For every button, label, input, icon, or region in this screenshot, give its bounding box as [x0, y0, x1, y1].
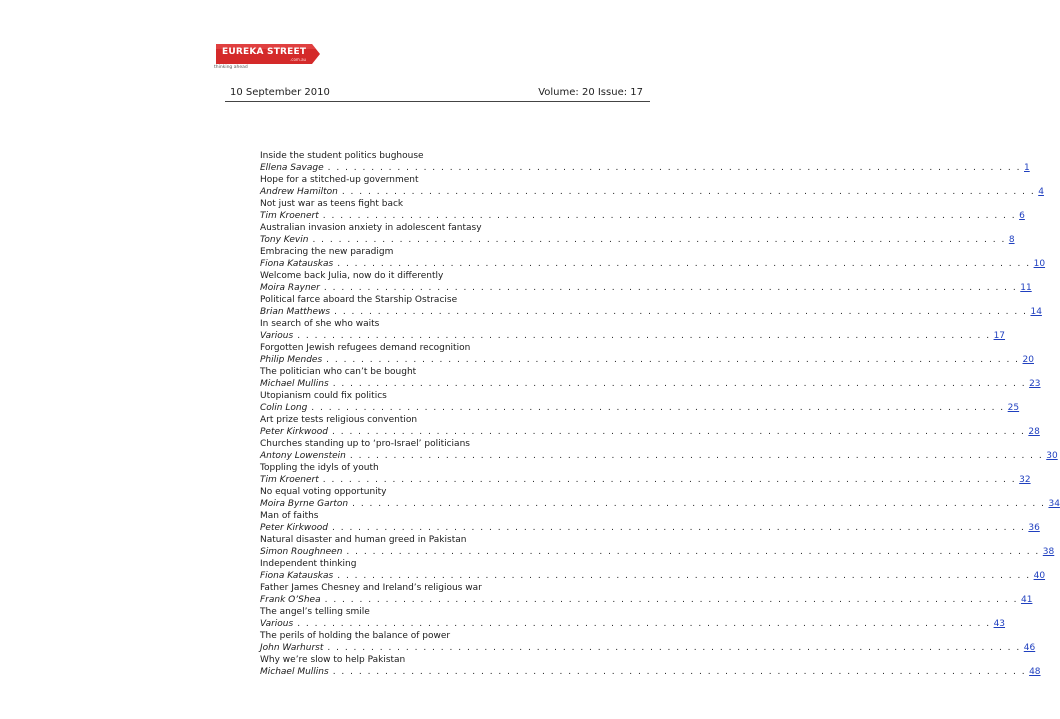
toc-page-link[interactable]: 43 — [993, 619, 1006, 629]
toc-entry — [260, 366, 1041, 390]
toc-entry — [260, 510, 1040, 534]
toc-dot-leader: . . . . . . . . . . . . . . . . . . . . . . . . . . . . . . . . . . . . . . . . . . . . . . . . . . . . . . . . . . . . . . . . . . . . . . . . . . . . . . . . — [322, 475, 1017, 485]
toc-page-link[interactable]: 41 — [1020, 595, 1033, 605]
toc-entry — [260, 318, 1006, 342]
toc-dot-leader: . . . . . . . . . . . . . . . . . . . . . . . . . . . . . . . . . . . . . . . . . . . . . . . . . . . . . . . . . . . . . . . . . . . . . . . . . . . . . . . . — [323, 283, 1018, 293]
toc-author-row — [260, 594, 1033, 606]
toc-author-row — [260, 546, 1055, 558]
toc-article-author: Frank O’Shea — [260, 595, 321, 605]
toc-article-author: Moira Byrne Garton — [260, 499, 349, 509]
toc-dot-leader: . . . . . . . . . . . . . . . . . . . . . . . . . . . . . . . . . . . . . . . . . . . . . . . . . . . . . . . . . . . . . . . . . . . . . . . . . . . . . . . . — [334, 307, 1028, 317]
toc-entry — [260, 246, 1046, 270]
toc-entry — [260, 342, 1034, 366]
toc-author-row — [260, 234, 1015, 246]
toc-entry — [260, 270, 1032, 294]
toc-article-title: The angel’s telling smile — [260, 607, 370, 617]
toc-article-author: Andrew Hamilton — [260, 187, 338, 197]
toc-article-author: Tim Kroenert — [260, 211, 319, 221]
toc-dot-leader: . . . . . . . . . . . . . . . . . . . . . . . . . . . . . . . . . . . . . . . . . . . . . . . . . . . . . . . . . . . . . . . . . . . . . . . . . . . . . . . . — [349, 451, 1044, 461]
toc-entry — [260, 486, 1060, 510]
toc-article-author: Various — [260, 619, 294, 629]
toc-author-row — [260, 378, 1041, 390]
toc-article-author: Michael Mullins — [260, 379, 329, 389]
toc-page-link[interactable]: 20 — [1022, 355, 1034, 365]
toc-page-link[interactable]: 10 — [1033, 259, 1046, 269]
toc-dot-leader: . . . . . . . . . . . . . . . . . . . . . . . . . . . . . . . . . . . . . . . . . . . . . . . . . . . . . . . . . . . . . . . . . . . . . . . . . . . . . . . . — [346, 547, 1040, 557]
toc-page-link[interactable]: 48 — [1029, 667, 1041, 677]
toc-article-title: In search of she who waits — [260, 319, 380, 329]
toc-article-title: Why we’re slow to help Pakistan — [260, 655, 406, 665]
toc-page-link[interactable]: 38 — [1042, 547, 1055, 557]
toc-article-title: The politician who can’t be bought — [260, 367, 417, 377]
toc-page-link[interactable]: 25 — [1007, 403, 1020, 413]
toc-dot-leader: . . . . . . . . . . . . . . . . . . . . . . . . . . . . . . . . . . . . . . . . . . . . . . . . . . . . . . . . . . . . . . . . . . . . . . . . . . . . . . . . — [297, 619, 991, 629]
toc-article-title: Australian invasion anxiety in adolescent fantasy — [260, 223, 482, 233]
toc-entry — [260, 390, 1020, 414]
toc-article-title: Hope for a stitched-up government — [260, 175, 419, 185]
toc-author-row — [260, 258, 1046, 270]
toc-author-row — [260, 570, 1046, 582]
toc-page-link[interactable]: 28 — [1028, 427, 1040, 437]
toc-article-title: Churches standing up to ‘pro-Israel’ politicians — [260, 439, 470, 449]
logo-domain: .com.au — [290, 57, 307, 62]
toc-article-author: Fiona Katauskas — [260, 571, 334, 581]
issue-date: 10 September 2010 — [230, 87, 330, 98]
toc-page-link[interactable]: 40 — [1033, 571, 1046, 581]
toc-author-row — [260, 618, 1006, 630]
toc-page-link[interactable]: 32 — [1019, 475, 1031, 485]
toc-page-link[interactable]: 8 — [1008, 235, 1015, 245]
toc-dot-leader: . . . . . . . . . . . . . . . . . . . . . . . . . . . . . . . . . . . . . . . . . . . . . . . . . . . . . . . . . . . . . . . . . . . . . . . . . . . . . . . . — [341, 187, 1036, 197]
toc-author-row — [260, 210, 1025, 222]
toc-dot-leader: . . . . . . . . . . . . . . . . . . . . . . . . . . . . . . . . . . . . . . . . . . . . . . . . . . . . . . . . . . . . . . . . . . . . . . . . . . . . . . . . — [327, 163, 1021, 173]
toc-article-title: Father James Chesney and Ireland’s religious war — [260, 583, 482, 593]
toc-article-author: Moira Rayner — [260, 283, 320, 293]
toc-page-link[interactable]: 1 — [1024, 163, 1030, 173]
toc-article-author: Tim Kroenert — [260, 475, 319, 485]
toc-article-author: Brian Matthews — [260, 307, 331, 317]
toc-page-link[interactable]: 4 — [1038, 187, 1044, 197]
toc-entry — [260, 534, 1055, 558]
toc-entry — [260, 558, 1046, 582]
toc-article-title: Embracing the new paradigm — [260, 247, 394, 257]
toc-page-link[interactable]: 17 — [993, 331, 1006, 341]
toc-page-link[interactable]: 30 — [1046, 451, 1058, 461]
eureka-street-logo — [216, 44, 320, 72]
toc-article-author: Peter Kirkwood — [260, 523, 328, 533]
toc-article-title: No equal voting opportunity — [260, 487, 387, 497]
header-divider — [225, 101, 650, 102]
toc-author-row — [260, 666, 1041, 678]
toc-entry — [260, 654, 1041, 678]
toc-dot-leader: . . . . . . . . . . . . . . . . . . . . . . . . . . . . . . . . . . . . . . . . . . . . . . . . . . . . . . . . . . . . . . . . . . . . . . . . . . . . . . . . — [311, 403, 1005, 413]
toc-entry — [260, 198, 1025, 222]
toc-dot-leader: . . . . . . . . . . . . . . . . . . . . . . . . . . . . . . . . . . . . . . . . . . . . . . . . . . . . . . . . . . . . . . . . . . . . . . . . . . . . . . . . — [327, 643, 1021, 653]
toc-article-author: Michael Mullins — [260, 667, 329, 677]
toc-article-author: Tony Kevin — [260, 235, 309, 245]
toc-entry — [260, 294, 1042, 318]
toc-dot-leader: . . . . . . . . . . . . . . . . . . . . . . . . . . . . . . . . . . . . . . . . . . . . . . . . . . . . . . . . . . . . . . . . . . . . . . . . . . . . . . . . — [332, 523, 1026, 533]
toc-author-row — [260, 282, 1032, 294]
toc-article-author: John Warhurst — [260, 643, 324, 653]
toc-dot-leader: . . . . . . . . . . . . . . . . . . . . . . . . . . . . . . . . . . . . . . . . . . . . . . . . . . . . . . . . . . . . . . . . . . . . . . . . . . . . . . . . — [322, 211, 1017, 221]
toc-author-row — [260, 186, 1044, 198]
toc-article-title: Art prize tests religious convention — [260, 415, 418, 425]
toc-article-title: Utopianism could fix politics — [260, 391, 387, 401]
toc-article-author: Colin Long — [260, 403, 308, 413]
toc-entry — [260, 582, 1033, 606]
toc-article-author: Antony Lowenstein — [260, 451, 346, 461]
toc-author-row — [260, 162, 1030, 174]
toc-entry — [260, 150, 1030, 174]
toc-article-author: Various — [260, 331, 294, 341]
toc-entry — [260, 462, 1031, 486]
toc-page-link[interactable]: 6 — [1019, 211, 1025, 221]
toc-dot-leader: . . . . . . . . . . . . . . . . . . . . . . . . . . . . . . . . . . . . . . . . . . . . . . . . . . . . . . . . . . . . . . . . . . . . . . . . . . . . . . . . — [352, 499, 1046, 509]
toc-dot-leader: . . . . . . . . . . . . . . . . . . . . . . . . . . . . . . . . . . . . . . . . . . . . . . . . . . . . . . . . . . . . . . . . . . . . . . . . . . . . . . . . — [337, 259, 1031, 269]
toc-author-row — [260, 354, 1034, 366]
toc-author-row — [260, 498, 1060, 510]
toc-article-title: Forgotten Jewish refugees demand recognition — [260, 343, 471, 353]
toc-author-row — [260, 402, 1020, 414]
table-of-contents — [260, 150, 1060, 678]
toc-entry — [260, 414, 1040, 438]
toc-author-row — [260, 474, 1031, 486]
toc-article-title: Toppling the idyls of youth — [260, 463, 379, 473]
toc-page-link[interactable]: 11 — [1020, 283, 1032, 293]
toc-article-title: The perils of holding the balance of power — [260, 631, 451, 641]
issue-volume: Volume: 20 Issue: 17 — [538, 87, 643, 98]
toc-dot-leader: . . . . . . . . . . . . . . . . . . . . . . . . . . . . . . . . . . . . . . . . . . . . . . . . . . . . . . . . . . . . . . . . . . . . . . . . . . . . . . . . — [332, 379, 1027, 389]
toc-page-link[interactable]: 34 — [1048, 499, 1060, 509]
logo-name: EUREKA STREET — [222, 47, 307, 57]
toc-dot-leader: . . . . . . . . . . . . . . . . . . . . . . . . . . . . . . . . . . . . . . . . . . . . . . . . . . . . . . . . . . . . . . . . . . . . . . . . . . . . . . . . — [312, 235, 1006, 245]
toc-article-author: Ellena Savage — [260, 163, 324, 173]
toc-dot-leader: . . . . . . . . . . . . . . . . . . . . . . . . . . . . . . . . . . . . . . . . . . . . . . . . . . . . . . . . . . . . . . . . . . . . . . . . . . . . . . . . — [326, 355, 1020, 365]
toc-article-title: Natural disaster and human greed in Pakistan — [260, 535, 467, 545]
toc-article-title: Not just war as teens fight back — [260, 199, 404, 209]
toc-article-author: Fiona Katauskas — [260, 259, 334, 269]
toc-entry — [260, 174, 1044, 198]
toc-entry — [260, 606, 1006, 630]
toc-page-link[interactable]: 23 — [1029, 379, 1041, 389]
toc-page-link[interactable]: 14 — [1030, 307, 1042, 317]
toc-page-link[interactable]: 36 — [1028, 523, 1040, 533]
toc-article-author: Simon Roughneen — [260, 547, 343, 557]
toc-dot-leader: . . . . . . . . . . . . . . . . . . . . . . . . . . . . . . . . . . . . . . . . . . . . . . . . . . . . . . . . . . . . . . . . . . . . . . . . . . . . . . . . — [324, 595, 1018, 605]
toc-dot-leader: . . . . . . . . . . . . . . . . . . . . . . . . . . . . . . . . . . . . . . . . . . . . . . . . . . . . . . . . . . . . . . . . . . . . . . . . . . . . . . . . — [332, 667, 1027, 677]
toc-article-title: Independent thinking — [260, 559, 357, 569]
toc-entry — [260, 438, 1058, 462]
toc-article-title: Welcome back Julia, now do it differently — [260, 271, 444, 281]
toc-page-link[interactable]: 46 — [1023, 643, 1036, 653]
toc-entry — [260, 630, 1036, 654]
logo-tagline: thinking ahead — [214, 65, 248, 70]
toc-article-title: Political farce aboard the Starship Ostracise — [260, 295, 458, 305]
toc-author-row — [260, 450, 1058, 462]
toc-author-row — [260, 642, 1036, 654]
toc-article-title: Inside the student politics bughouse — [260, 151, 424, 161]
toc-article-author: Philip Mendes — [260, 355, 323, 365]
toc-dot-leader: . . . . . . . . . . . . . . . . . . . . . . . . . . . . . . . . . . . . . . . . . . . . . . . . . . . . . . . . . . . . . . . . . . . . . . . . . . . . . . . . — [332, 427, 1026, 437]
toc-author-row — [260, 426, 1040, 438]
toc-dot-leader: . . . . . . . . . . . . . . . . . . . . . . . . . . . . . . . . . . . . . . . . . . . . . . . . . . . . . . . . . . . . . . . . . . . . . . . . . . . . . . . . — [337, 571, 1031, 581]
toc-entry — [260, 222, 1015, 246]
toc-author-row — [260, 306, 1042, 318]
toc-article-title: Man of faiths — [260, 511, 319, 521]
toc-article-author: Peter Kirkwood — [260, 427, 328, 437]
toc-author-row — [260, 522, 1040, 534]
toc-dot-leader: . . . . . . . . . . . . . . . . . . . . . . . . . . . . . . . . . . . . . . . . . . . . . . . . . . . . . . . . . . . . . . . . . . . . . . . . . . . . . . . . — [297, 331, 991, 341]
toc-author-row — [260, 330, 1006, 342]
